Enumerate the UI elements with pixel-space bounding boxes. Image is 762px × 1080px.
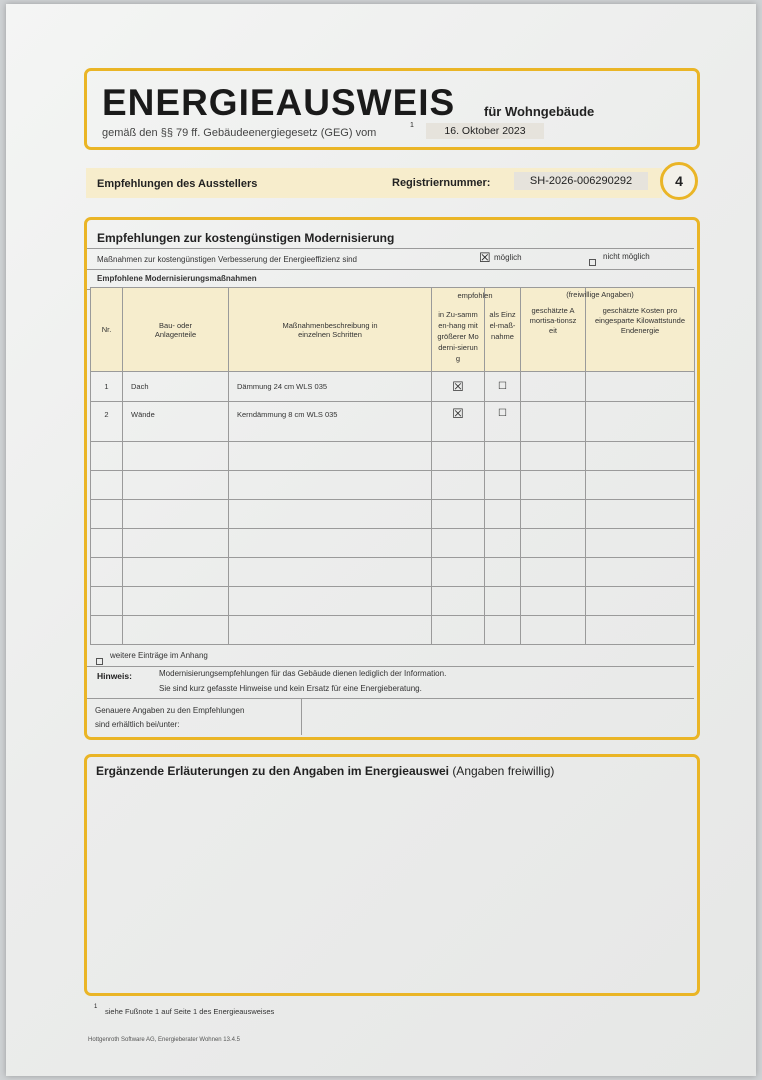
- row-cost: [586, 372, 695, 402]
- row-nr: 1: [91, 372, 123, 402]
- col-with-larger-cell: [432, 288, 493, 372]
- note-line-1: Modernisierungsempfehlungen für das Gebäude dienen lediglich der Information.: [159, 669, 447, 678]
- table-row: [91, 372, 695, 402]
- additional-title-bold: Ergänzende Erläuterungen zu den Angaben im Energieauswei: [96, 764, 449, 778]
- measures-table: [90, 287, 695, 645]
- law-footnote-mark: 1: [410, 122, 414, 129]
- col-cost: geschätzte Kosten pro eingesparte Kilowattstunde Endenergie: [594, 306, 686, 335]
- document-title: ENERGIEAUSWEIS: [102, 82, 456, 123]
- note-line-2: Sie sind kurz gefasste Hinweise und kein Ersatz für eine Energieberatung.: [159, 684, 422, 693]
- row-component: Dach: [123, 372, 229, 402]
- row-single[interactable]: ☐: [485, 402, 521, 442]
- empty-row: [91, 500, 695, 529]
- col-amortization: geschätzte Amortisa-tionszeit: [529, 306, 577, 335]
- details-line-2: sind erhältlich bei/unter:: [95, 720, 180, 729]
- col-amortization-cell: [521, 288, 634, 372]
- row-description: Kerndämmung 8 cm WLS 035: [229, 402, 432, 442]
- additional-text-area[interactable]: [96, 790, 692, 986]
- law-date: 16. Oktober 2023: [426, 123, 544, 139]
- col-cost-cell: [586, 288, 695, 372]
- note-label: Hinweis:: [97, 671, 132, 681]
- col-description: Maßnahmenbeschreibung in einzelnen Schritten: [229, 288, 432, 372]
- col-recommended: empfohlen: [457, 291, 493, 300]
- registration-label: Registriernummer:: [392, 177, 491, 189]
- col-with-larger: in Zu-sammen-hang mit größerer Moderni-sierung: [437, 310, 479, 363]
- row-description: Dämmung 24 cm WLS 035: [229, 372, 432, 402]
- table-row: [91, 402, 695, 442]
- col-nr: Nr.: [91, 288, 123, 372]
- measures-line: Maßnahmen zur kostengünstigen Verbesserung der Energieeffizienz sind: [97, 255, 358, 264]
- registration-number: SH-2026-006290292: [514, 172, 648, 190]
- section-label: Empfehlungen des Ausstellers: [97, 178, 258, 190]
- recommendations-title: Empfehlungen zur kostengünstigen Modernisierung: [97, 231, 395, 245]
- empty-row: [91, 471, 695, 500]
- col-optional: (freiwillige Angaben): [566, 290, 634, 299]
- software-credit: Hottgenroth Software AG, Energieberater Wohnen 13.4.5: [88, 1037, 240, 1043]
- row-with-larger[interactable]: ☒: [432, 402, 485, 442]
- possible-label: möglich: [494, 253, 522, 262]
- details-divider: [301, 698, 302, 735]
- page-number-badge: 4: [660, 162, 698, 200]
- possible-checkbox[interactable]: ☒: [479, 250, 491, 265]
- empty-row: [91, 558, 695, 587]
- document-subtitle: für Wohngebäude: [484, 104, 595, 119]
- row-single[interactable]: ☐: [485, 372, 521, 402]
- details-line-1: Genauere Angaben zu den Empfehlungen: [95, 706, 245, 715]
- law-line: gemäß den §§ 79 ff. Gebäudeenergiegesetz (GEG) vom: [102, 127, 377, 139]
- empty-row: [91, 529, 695, 558]
- appendix-checkbox[interactable]: [96, 652, 103, 670]
- additional-title: [96, 764, 554, 778]
- footnote-mark: 1: [94, 1004, 98, 1010]
- empty-row: [91, 442, 695, 471]
- col-single: als Einzel-maß-nahme: [489, 310, 516, 341]
- details-field[interactable]: [303, 700, 691, 733]
- empty-row: [91, 616, 695, 645]
- document-page: [6, 4, 756, 1076]
- not-possible-label: nicht möglich: [603, 252, 650, 261]
- measures-subheading: Empfohlene Modernisierungsmaßnahmen: [97, 274, 257, 283]
- row-cost: [586, 402, 695, 442]
- row-nr: 2: [91, 402, 123, 442]
- row-amortization: [521, 402, 586, 442]
- row-component: Wände: [123, 402, 229, 442]
- appendix-label: weitere Einträge im Anhang: [110, 651, 208, 660]
- additional-title-normal: (Angaben freiwillig): [452, 764, 555, 778]
- row-with-larger[interactable]: ☒: [432, 372, 485, 402]
- row-amortization: [521, 372, 586, 402]
- footnote-text: siehe Fußnote 1 auf Seite 1 des Energieausweises: [105, 1007, 275, 1016]
- empty-row: [91, 587, 695, 616]
- col-component: Bau- oder Anlagenteile: [123, 288, 229, 372]
